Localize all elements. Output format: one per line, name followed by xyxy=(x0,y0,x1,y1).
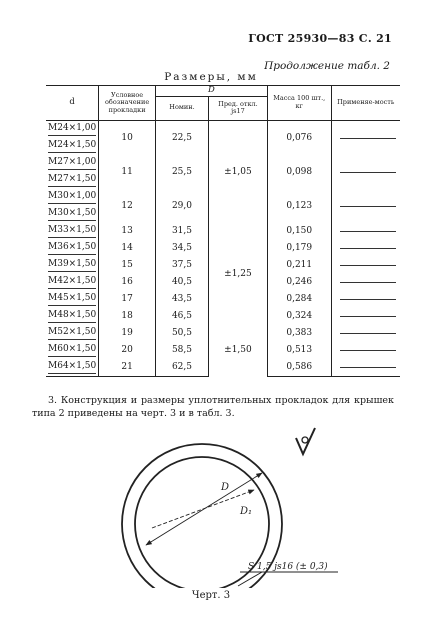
nominal-cell: 22,5 xyxy=(155,120,208,155)
applicability-cell xyxy=(331,120,400,155)
thread-cell: M30×1,00 xyxy=(46,189,99,206)
mass-cell: 0,179 xyxy=(267,240,331,257)
figure-caption: Черт. 3 xyxy=(191,590,231,601)
section-note: 3. Конструкция и размеры уплотнительных прокладок для крышек типа 2 приведены на черт. 3 и в табл. 3. xyxy=(32,395,394,419)
nominal-cell: 37,5 xyxy=(155,257,208,274)
nominal-cell: 40,5 xyxy=(155,274,208,291)
mass-cell: 0,211 xyxy=(267,257,331,274)
table-continuation-label: Продолжение табл. 2 xyxy=(264,60,390,72)
applicability-cell xyxy=(331,291,400,308)
nominal-cell: 43,5 xyxy=(155,291,208,308)
designation-cell: 12 xyxy=(99,189,156,223)
thread-cell: M36×1,50 xyxy=(46,240,99,257)
designation-cell: 17 xyxy=(99,291,156,308)
applicability-cell xyxy=(331,240,400,257)
designation-cell: 16 xyxy=(99,274,156,291)
applicability-cell xyxy=(331,359,400,377)
designation-cell: 14 xyxy=(99,240,156,257)
thread-cell: M30×1,50 xyxy=(46,206,99,223)
mass-cell: 0,150 xyxy=(267,223,331,240)
thread-cell: M24×1,00 xyxy=(46,120,99,138)
applicability-cell xyxy=(331,189,400,223)
tolerance-cell: ±1,25 xyxy=(209,223,268,325)
table-row xyxy=(46,223,400,240)
col-header-mass: Масса 100 шт., кг xyxy=(267,86,331,121)
mass-cell: 0,098 xyxy=(267,155,331,189)
nominal-cell: 31,5 xyxy=(155,223,208,240)
gasket-drawing xyxy=(0,418,422,588)
designation-cell: 20 xyxy=(99,342,156,359)
table-row xyxy=(46,120,400,138)
designation-cell: 13 xyxy=(99,223,156,240)
surface-finish-icon xyxy=(296,428,315,454)
col-header-applicability: Применяе-мость xyxy=(331,86,400,121)
label-D: D xyxy=(221,482,230,493)
applicability-cell xyxy=(331,223,400,240)
applicability-cell xyxy=(331,155,400,189)
thread-cell: M42×1,50 xyxy=(46,274,99,291)
applicability-cell xyxy=(331,257,400,274)
mass-cell: 0,383 xyxy=(267,325,331,342)
mass-cell: 0,324 xyxy=(267,308,331,325)
mass-cell: 0,586 xyxy=(267,359,331,377)
col-header-nominal: Номин. xyxy=(155,96,208,120)
mass-cell: 0,123 xyxy=(267,189,331,223)
mass-cell: 0,513 xyxy=(267,342,331,359)
thread-cell: M52×1,50 xyxy=(46,325,99,342)
applicability-cell xyxy=(331,325,400,342)
col-header-designation: Условное обозначение прокладки xyxy=(99,86,156,121)
designation-cell: 19 xyxy=(99,325,156,342)
designation-cell: 11 xyxy=(99,155,156,189)
table-row xyxy=(46,325,400,342)
col-header-d: d xyxy=(46,86,99,121)
designation-cell: 18 xyxy=(99,308,156,325)
dimensions-table xyxy=(46,85,400,377)
thread-cell: M24×1,50 xyxy=(46,138,99,155)
designation-cell: 10 xyxy=(99,120,156,155)
applicability-cell xyxy=(331,274,400,291)
nominal-cell: 29,0 xyxy=(155,189,208,223)
mass-cell: 0,246 xyxy=(267,274,331,291)
tolerance-cell: ±1,50 xyxy=(209,325,268,377)
thread-cell: M39×1,50 xyxy=(46,257,99,274)
nominal-cell: 62,5 xyxy=(155,359,208,377)
applicability-cell xyxy=(331,308,400,325)
applicability-cell xyxy=(331,342,400,359)
dimension-line-D1 xyxy=(152,490,254,528)
nominal-cell: 25,5 xyxy=(155,155,208,189)
thread-cell: M60×1,50 xyxy=(46,342,99,359)
col-header-tolerance: Пред. откл. js17 xyxy=(209,96,268,120)
nominal-cell: 50,5 xyxy=(155,325,208,342)
col-header-D: D xyxy=(155,86,267,97)
thread-cell: M48×1,50 xyxy=(46,308,99,325)
thread-cell: M45×1,50 xyxy=(46,291,99,308)
designation-cell: 21 xyxy=(99,359,156,377)
table-caption: Размеры, мм xyxy=(164,71,258,83)
nominal-cell: 34,5 xyxy=(155,240,208,257)
thread-cell: M33×1,50 xyxy=(46,223,99,240)
label-D1: D₁ xyxy=(240,506,253,517)
mass-cell: 0,076 xyxy=(267,120,331,155)
page-header: ГОСТ 25930—83 С. 21 xyxy=(248,32,392,45)
nominal-cell: 58,5 xyxy=(155,342,208,359)
thread-cell: M27×1,50 xyxy=(46,172,99,189)
mass-cell: 0,284 xyxy=(267,291,331,308)
thread-cell: M27×1,00 xyxy=(46,155,99,172)
tolerance-cell: ±1,05 xyxy=(209,120,268,223)
nominal-cell: 46,5 xyxy=(155,308,208,325)
designation-cell: 15 xyxy=(99,257,156,274)
label-thickness: S 1,5 js16 (± 0,3) xyxy=(248,562,328,572)
thread-cell: M64×1,50 xyxy=(46,359,99,377)
